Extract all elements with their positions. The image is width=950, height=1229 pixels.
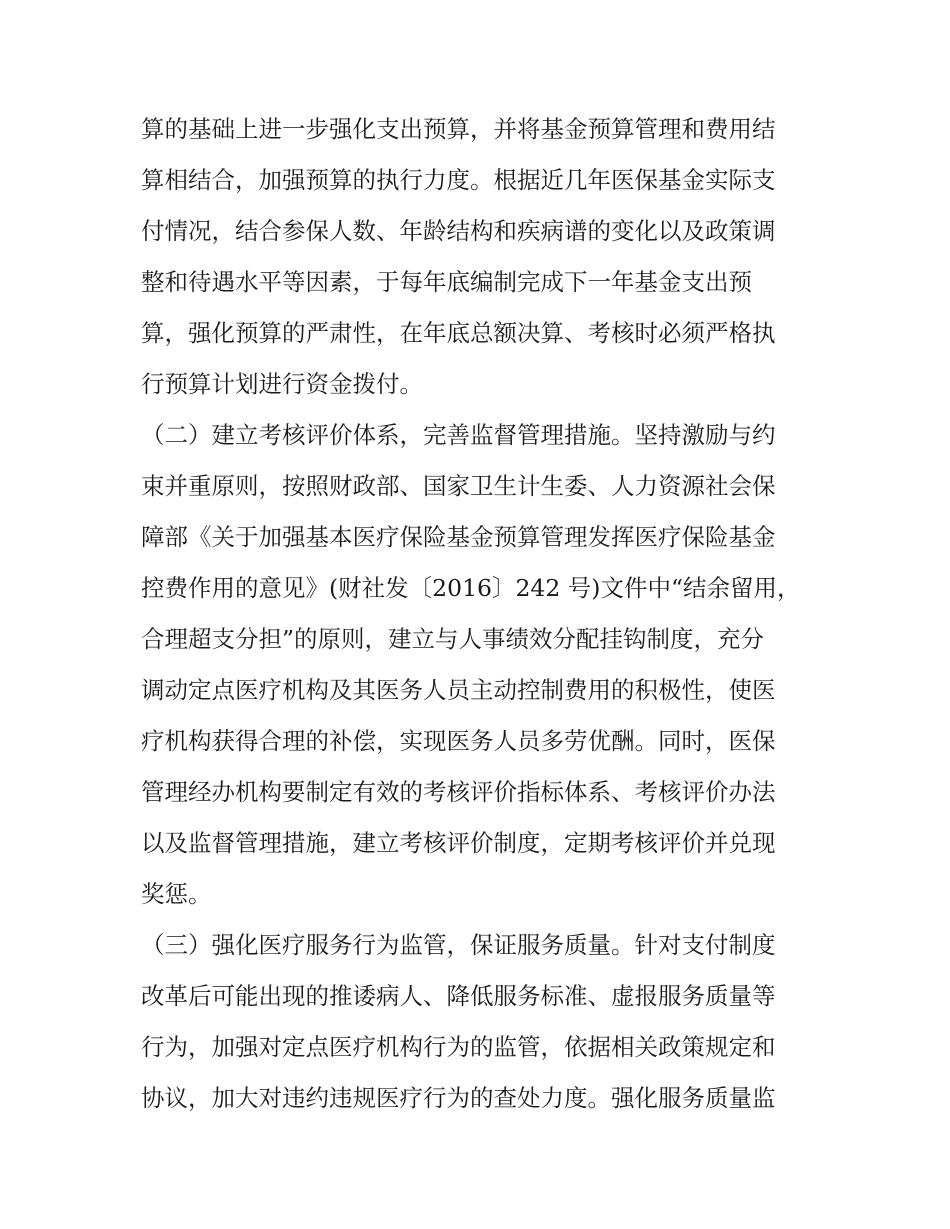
text-line: 奖惩。 <box>141 880 212 908</box>
text-line: 以及监督管理措施，建立考核评价制度，定期考核评价并兑现 <box>141 829 776 857</box>
section-heading-line: （三）强化医疗服务行为监管，保证服务质量。针对支付制度 <box>141 931 776 959</box>
text-line: 算相结合，加强预算的执行力度。根据近几年医保基金实际支 <box>141 166 776 194</box>
text-line: 合理超支分担”的原则，建立与人事绩效分配挂钩制度，充分 <box>141 625 765 653</box>
section-heading-line: （二）建立考核评价体系，完善监督管理措施。坚持激励与约 <box>141 421 776 449</box>
text-line: 整和待遇水平等因素，于每年底编制完成下一年基金支出预 <box>141 268 752 296</box>
text-line: 行为，加强对定点医疗机构行为的监管，依据相关政策规定和 <box>141 1033 776 1061</box>
text-line: 付情况，结合参保人数、年龄结构和疾病谱的变化以及政策调 <box>141 217 776 245</box>
text-line: 算，强化预算的严肃性，在年底总额决算、考核时必须严格执 <box>141 319 776 347</box>
text-line: 行预算计划进行资金拨付。 <box>141 370 423 398</box>
text-line: 障部《关于加强基本医疗保险基金预算管理发挥医疗保险基金 <box>141 523 776 551</box>
text-line: 束并重原则，按照财政部、国家卫生计生委、人力资源社会保 <box>141 472 776 500</box>
document-body <box>141 104 813 1124</box>
text-line: 控费作用的意见》(财社发〔2016〕242 号)文件中“结余留用， <box>141 574 801 602</box>
text-line: 改革后可能出现的推诿病人、降低服务标准、虚报服务质量等 <box>141 982 776 1010</box>
text-line: 疗机构获得合理的补偿，实现医务人员多劳优酬。同时，医保 <box>141 727 776 755</box>
text-line: 调动定点医疗机构及其医务人员主动控制费用的积极性，使医 <box>141 676 776 704</box>
text-line: 协议，加大对违约违规医疗行为的查处力度。强化服务质量监 <box>141 1084 776 1112</box>
text-line: 管理经办机构要制定有效的考核评价指标体系、考核评价办法 <box>141 778 776 806</box>
text-line: 算的基础上进一步强化支出预算，并将基金预算管理和费用结 <box>141 115 776 143</box>
